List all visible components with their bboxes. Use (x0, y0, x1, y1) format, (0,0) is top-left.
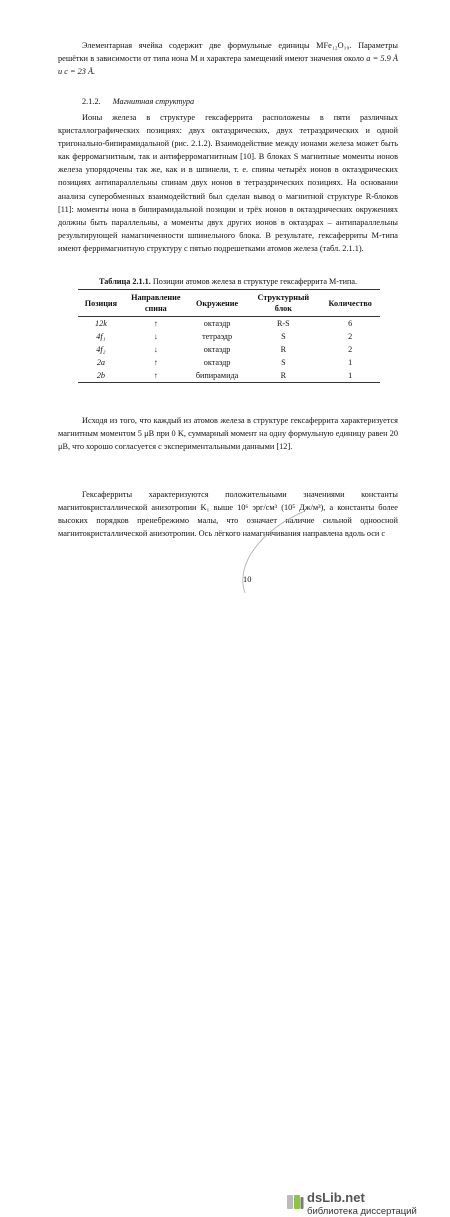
cell-spin: ↓ (153, 332, 158, 341)
cell-block: S (281, 358, 286, 367)
table-caption-label: Таблица 2.1.1. (98, 277, 151, 286)
cell-environment: октаэдр (203, 358, 231, 367)
iron-positions-table (78, 289, 380, 383)
intro-text: Элементарная ячейка содержит две формульные единицы MFe₁₂O₁₉. Параметры решётки в зависимости от типа иона M и характера замещений имеют значения около (58, 41, 398, 64)
magnetic-structure-paragraph (58, 111, 398, 255)
cell-position: 4f₂ (96, 345, 106, 354)
section-title: Магнитная структура (112, 97, 195, 106)
table-caption-text: Позиции атомов железа в структуре гексаферрита M-типа. (152, 277, 358, 286)
cell-block: R-S (276, 319, 290, 328)
cell-environment: октаэдр (203, 345, 231, 354)
cell-block: R (246, 369, 320, 383)
section-number: 2.1.2. (82, 97, 101, 106)
magnetic-moment-paragraph (58, 414, 398, 453)
cell-spin: ↑ (153, 358, 158, 367)
lattice-params: a = 5.9 Å и c = 23 Å. (58, 54, 399, 77)
watermark-footer (0, 595, 450, 1217)
cell-spin: ↑ (124, 369, 188, 383)
table-caption (58, 277, 398, 286)
cell-environment: бипирамида (188, 369, 247, 383)
pen-stroke-mark (205, 505, 315, 595)
table-row (78, 356, 380, 369)
cell-position: 4f₁ (96, 332, 106, 341)
cell-position: 2b (78, 369, 124, 383)
cell-count: 2 (348, 345, 353, 354)
dslib-logo-icon (286, 1193, 304, 1211)
cell-block: R (280, 345, 287, 354)
section-heading (82, 97, 194, 106)
watermark-subtitle: библиотека диссертаций (307, 1206, 417, 1217)
cell-position: 12k (95, 319, 107, 328)
cell-count: 1 (320, 369, 380, 383)
header-block: Структурный блок (246, 290, 320, 317)
header-position: Позиция (78, 290, 124, 317)
intro-paragraph (58, 39, 398, 78)
table-row (78, 317, 380, 331)
header-environment: Окружение (188, 290, 247, 317)
cell-position: 2a (96, 358, 105, 367)
table-row (78, 369, 380, 383)
cell-count: 6 (348, 319, 353, 328)
header-count: Количество (320, 290, 380, 317)
magnetic-moment-text: Исходя из того, что каждый из атомов железа в структуре гексаферрита характеризуется магнитным моментом 5 μB при 0 K, суммарный момент на одну формульную единицу равен 20 μB, что хорошо согласуется с экспериментальными данными [12]. (58, 416, 398, 452)
table-header-row (78, 290, 380, 317)
watermark-title: dsLib.net (307, 1190, 365, 1205)
anisotropy-text: Гексаферриты характеризуются положительными значениями константы магнитокристаллической анизотропии K₁ выше 10⁶ эрг/см³ (10⁵ Дж/м³), а константы более высоких порядков пренебрежимо малы, что означает наличие сильной одноосной магнитокристаллической анизотропии. Ось лёгкого намагничивания направлена вдоль оси c (58, 490, 398, 539)
header-spin: Направление спина (124, 290, 188, 317)
table-row (78, 343, 380, 356)
magnetic-structure-text: Ионы железа в структуре гексаферрита расположены в пяти различных кристаллографических позициях: двух октаэдрических, двух тетраэдрических и одной тригонально-бипирамидальной (рис. 2.1.2). Взаимодействие между ионами железа может быть как ферромагнитным, так и антиферромагнитным [10]. В блоках S магнитные моменты ионов железа упорядочены так же, как и в шпинели, т. е. спины четырёх ионов в октаэдрических позициях антипараллельны спинам двух ионов в тетраэдрических позициях. На основании анализа суперобменных взаимодействий был сделан вывод о магнитной структуре R-блоков [11]: моменты иона в бипирамидальной позиции и трёх ионов в октаэдрических окружениях должны быть параллельны, а моменты двух других ионов в октаэдрах – антипараллельны результирующей намагниченности шпинельного блока. В результате, гексаферриты M-типа имеют ферримагнитную структуру с пятью подрешетками атомов железа (табл. 2.1.1). (58, 113, 398, 253)
cell-block: S (281, 332, 286, 341)
cell-spin: ↑ (153, 319, 158, 328)
cell-environment: октаэдр (203, 319, 231, 328)
cell-spin: ↓ (153, 345, 158, 354)
cell-count: 2 (348, 332, 353, 341)
cell-count: 1 (348, 358, 353, 367)
cell-environment: тетраэдр (202, 332, 233, 341)
page-number: 10 (243, 575, 252, 584)
table-row (78, 330, 380, 343)
